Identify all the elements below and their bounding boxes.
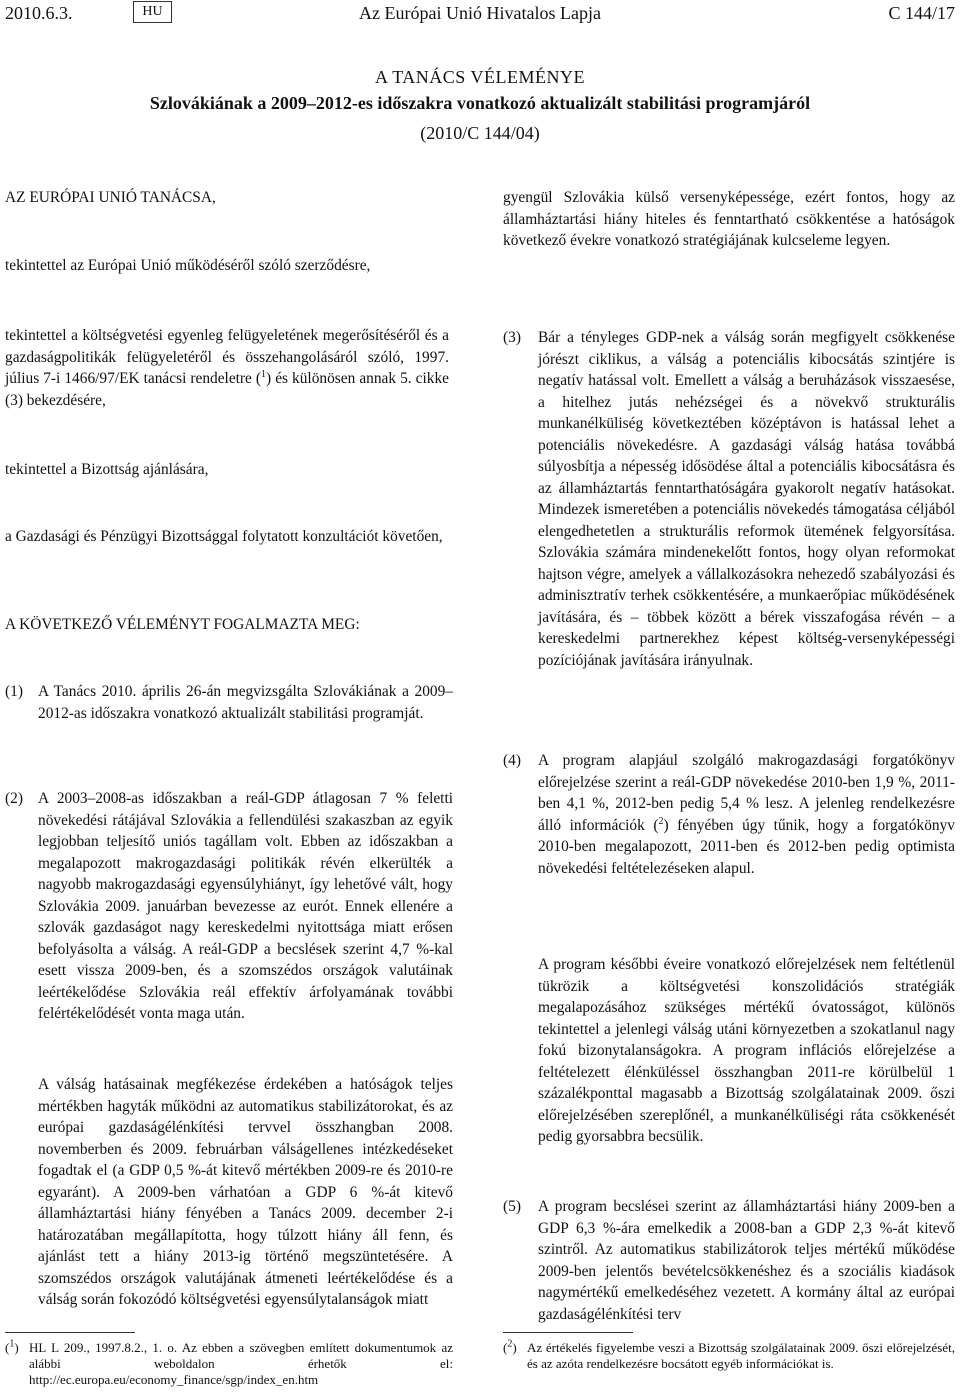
footnote-2	[503, 1340, 955, 1372]
item-5	[503, 1196, 955, 1325]
treaty-text: tekintettel az Európai Unió működéséről szóló szerződésre,	[5, 257, 371, 274]
item-1-text: A Tanács 2010. április 26-án megvizsgálta Szlovákiának a 2009–2012-as időszakra vonatkozó aktualizált stabilitási programját.	[38, 683, 453, 722]
page-reference: C 144/17	[888, 3, 955, 23]
item-1	[5, 681, 453, 724]
title-line-2: Szlovákiának a 2009–2012-es időszakra vonatkozó aktualizált stabilitási programjáról	[149, 93, 811, 113]
item-2-text: A 2003–2008-as időszakban a reál-GDP átlagosan 7 % feletti növekedési rátájával Szlovákia a fellendülési szakaszban az egyik legjobban teljesítő uniós tagállam volt. Ebben az időszakban a megalapozott makrogazdasági politikák révén elkerülték a nagyobb makrogazdasági egyensúlyhiányt, így lehetővé vált, hogy Szlovákia 2009. januárban bevezesse az eurót. Ennek ellenére a szlovák gazdaságot nagy kereskedelmi nyitottsága miatt erősen befolyásolta a válság. A reál-GDP a becslések szerint 4,7 %-kal esett vissza 2009-ben, és a szomszédos országok valutáinak leértékelődése Szlovákia reál effektív árfolyamának további felértékelődését vonta maga után.	[38, 790, 453, 1022]
item-3	[503, 327, 955, 671]
footnote-2-number: ($^2$)	[503, 1338, 517, 1355]
item-4	[503, 750, 955, 879]
item-2	[5, 788, 453, 1025]
item-4-text: A program alapjául szolgáló makrogazdasági forgatókönyv előrejelzése szerint a reál-GDP növekedése 2010-ben 1,9 %, 2011-ben 4,1 %, 2012-ben pedig 5,4 % lesz. A jelenleg rendelkezésre álló információk ($^2$) fényében úgy tűnik, hogy a forgatókönyv 2010-ben megalapozott, 2011-ben és 2012-ben pedig optimista növekedési feltételezéseken alapul.	[538, 752, 955, 877]
item-2-continued	[5, 1074, 453, 1311]
right-continuation-text: gyengül Szlovákia külső versenyképessége, ezért fontos, hogy az államháztartási hiány hiteles és fenntartható csökkentése a hatóságok következő évekre vonatkozó stratégiájának kulcseleme legyen.	[503, 189, 955, 249]
right-continuation	[503, 187, 955, 252]
adopted-text: A KÖVETKEZŐ VÉLEMÉNYT FOGALMAZTA MEG:	[5, 616, 360, 633]
document-title	[0, 64, 960, 146]
header-date: 2010.6.3.	[5, 3, 73, 23]
footnote-rule-left	[5, 1332, 135, 1333]
language-badge: HU	[133, 1, 172, 23]
page-header	[0, 0, 960, 28]
title-line-3: (2010/C 144/04)	[420, 123, 540, 143]
commission-clause	[5, 459, 453, 481]
item-3-number: (3)	[503, 329, 521, 346]
item-3-text: Bár a tényleges GDP-nek a válság során megfigyelt csökkenése jórészt ciklikus, a válság a potenciális kibocsátás szintjére is negatív hatással volt. Emellett a válság a beruházások visszaesése, a hitelhez jutás nehézségei és a növekvő strukturális munkanélküliség következtében középtávon is hatással lehet a potenciális növekedésre. A gazdasági válság hatása továbbá súlyosbítja a népesség idősödése által a potenciális kibocsátásra és az államháztartás fenntarthatóságára gyakorolt negatív hatásokat. Mindezek ismeretében a potenciális növekedés támogatása céljából elengedhetetlen a strukturális reformok ütemének felgyorsítása. Szlovákia számára mindenekelőtt fontos, hogy olyan reformokat hajtson végre, amelyek a vállalkozásokra nehezedő szabályozási és adminisztratív terhek csökkentésére, a munkaerőpiac működésének javítására, és – többek között a bérek visszafogása révén – a kereskedelmi partnerekhez képest költség-versenyképességi pozíciójának javítására irányulnak.	[538, 329, 955, 669]
footnote-rule-right	[503, 1332, 633, 1333]
item-2-cont-text: A válság hatásainak megfékezése érdekében a hatóságok teljes mértékben hagyták működni az automatikus stabilizátorokat, és az európai gazdaságélénkítési tervvel összhangban 2008. novemberben és 2009. februárban válságellenes intézkedéseket fogadtak el (a GDP 0,5 %-át kitevő mértékben 2009-re és 2010-re egyaránt). A 2009-ben várhatóan a GDP 6 %-át kitevő államháztartási hiány fényében a Tanács 2009. december 2-i határozatában megállapította, hogy túlzott hiány áll fenn, és ajánlást tett a hiány 2013-ig történő megszüntetésére. A szomszédos országok valutájának átmeneti leértékelődése és a válság során fokozódó költségvetési egyensúlytalanságok miatt	[38, 1076, 453, 1308]
footnote-1-text: HL L 209., 1997.8.2., 1. o. Az ebben a szövegben említett dokumentumok az alábbi weboldalon érhetők el: http://ec.europa.eu/economy_finance/sgp/index_en.htm	[29, 1340, 453, 1387]
footnote-1-number: ($^1$)	[5, 1338, 19, 1355]
title-line-1: A TANÁCS VÉLEMÉNYE	[375, 67, 585, 87]
efc-text: a Gazdasági és Pénzügyi Bizottsággal folytatott konzultációt követően,	[5, 528, 443, 545]
item-1-number: (1)	[5, 683, 23, 700]
item-4-continued	[503, 954, 955, 1148]
regulation-clause	[5, 325, 449, 411]
treaty-clause	[5, 255, 453, 277]
council-heading	[5, 187, 453, 209]
item-4-number: (4)	[503, 752, 521, 769]
efc-clause	[5, 526, 449, 548]
item-4-cont-text: A program későbbi éveire vonatkozó előrejelzések nem feltétlenül tükrözik a költségvetési konszolidációs stratégiák megalapozásához szükséges mértékű óvatosságot, különös tekintettel a jelenlegi válság utáni környezetben a szokatlanul nagy fokú bizonytalanságokra. A program inflációs előrejelzése a feltételezett élénküléssel összhangban 2011-re körülbelül 1 százalékponttal magasabb a Bizottság szolgálatainak 2009. őszi előrejelzésében szereplőnél, a munkanélküliségi ráta csökkenését pedig gyorsabbra becsülik.	[538, 956, 955, 1145]
regulation-text: tekintettel a költségvetési egyenleg felügyeletének megerősítéséről és a gazdaságpolitikák felügyeletéről és összehangolásáról szóló, 1997. július 7-i 1466/97/EK tanácsi rendeletre ($^1$) és különösen annak 5. cikke (3) bekezdésére,	[5, 327, 450, 409]
item-5-text: A program becslései szerint az államháztartási hiány 2009-ben a GDP 6,3 %-ára emelkedik a 2008-ban a GDP 2,3 %-át kitevő szintről. Az automatikus stabilizátorok teljes mértékű működése 2009-ben jelentős bevételcsökkenéshez és a szociális kiadások nagymértékű emelkedéséhez vezetett. A kormány által az európai gazdaságélénkítési terv	[538, 1198, 955, 1323]
item-2-number: (2)	[5, 790, 23, 807]
adopted-heading	[5, 614, 453, 636]
journal-title: Az Európai Unió Hivatalos Lapja	[359, 3, 601, 23]
commission-text: tekintettel a Bizottság ajánlására,	[5, 461, 209, 478]
footnote-2-text: Az értékelés figyelembe veszi a Bizottság szolgálatainak 2009. őszi előrejelzését, és az azóta rendelkezésre bocsátott egyéb információkat is.	[527, 1340, 955, 1371]
item-5-number: (5)	[503, 1198, 521, 1215]
council-text: AZ EURÓPAI UNIÓ TANÁCSA,	[5, 189, 216, 206]
footnote-1	[5, 1340, 453, 1388]
